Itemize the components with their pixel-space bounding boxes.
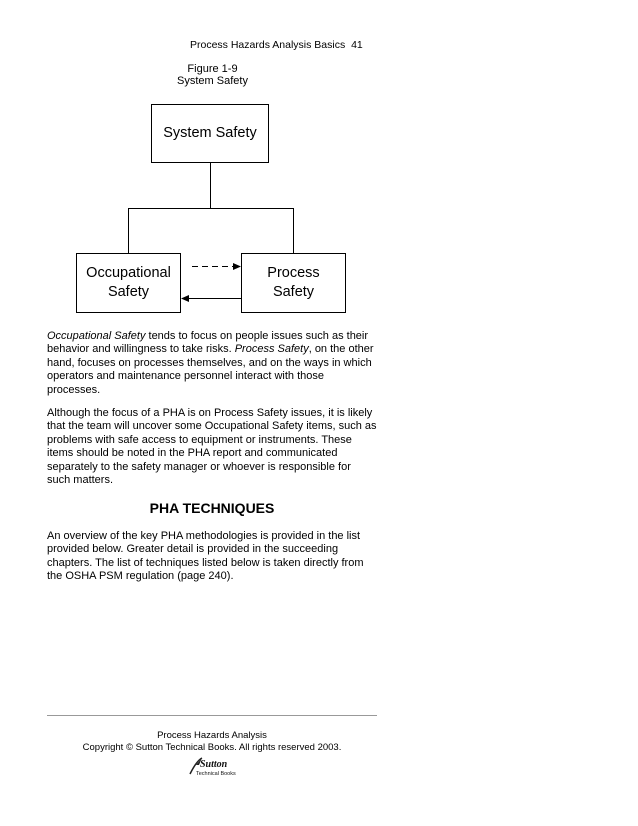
running-title: Process Hazards Analysis Basics	[190, 39, 346, 51]
term-occupational-safety: Occupational Safety	[47, 330, 146, 342]
paragraph1-text-a: tends to focus on people issues such as their behavior and willingness to take risks.	[47, 330, 369, 356]
system-safety-box	[151, 104, 269, 163]
occupational-safety-box	[76, 253, 181, 313]
term-process-safety: Process Safety	[234, 343, 309, 356]
connector-vertical-main	[210, 163, 211, 208]
footer-copyright: Copyright © Sutton Technical Books. All rights reserved 2003.	[82, 742, 342, 753]
process-safety-line2: Safety	[272, 284, 315, 300]
connector-right-drop	[293, 208, 294, 253]
connector-left-drop	[128, 208, 129, 253]
occupational-safety-line2: Safety	[107, 284, 150, 300]
section-heading: PHA TECHNIQUES	[149, 500, 275, 516]
influence-arrows	[181, 258, 241, 308]
occupational-safety-line1: Occupational	[86, 265, 171, 281]
page-number: 41	[351, 39, 363, 51]
logo-script-text: Sutton	[200, 759, 228, 770]
publisher-logo	[186, 756, 236, 778]
figure-number: Figure 1-9	[187, 63, 238, 75]
solid-arrow-head	[181, 295, 189, 302]
process-safety-box	[241, 253, 346, 313]
dashed-arrow-head	[233, 263, 241, 270]
footer-title: Process Hazards Analysis	[157, 730, 267, 741]
footer-divider	[47, 715, 377, 716]
paragraph-pha-overview: An overview of the key PHA methodologies is provided in the list provided below. Greater detail is provided in the succeeding chapters. The list of techniques listed below is taken directly from the OSHA PSM regulation (page 240).	[47, 530, 364, 583]
paragraph1-text-b: , on the other hand, focuses on processes themselves, and on the ways in which operators and maintenance personnel interact with those processes.	[47, 343, 374, 396]
process-safety-line1: Process	[267, 265, 320, 281]
figure-title: System Safety	[177, 75, 248, 87]
paragraph-pha-focus: Although the focus of a PHA is on Process Safety issues, it is likely that the team will uncover some Occupational Safety items, such as problems with safe access to equipment or instruments. These items should be noted in the PHA report and communicated separately to the safety manager or whoever is responsible for such matters.	[47, 407, 377, 487]
connector-horizontal	[128, 208, 293, 209]
logo-subtext: Technical Books	[196, 771, 236, 777]
paragraph-occupational-vs-process	[47, 330, 377, 397]
system-safety-box-label: System Safety	[163, 125, 257, 141]
running-header	[190, 39, 390, 51]
